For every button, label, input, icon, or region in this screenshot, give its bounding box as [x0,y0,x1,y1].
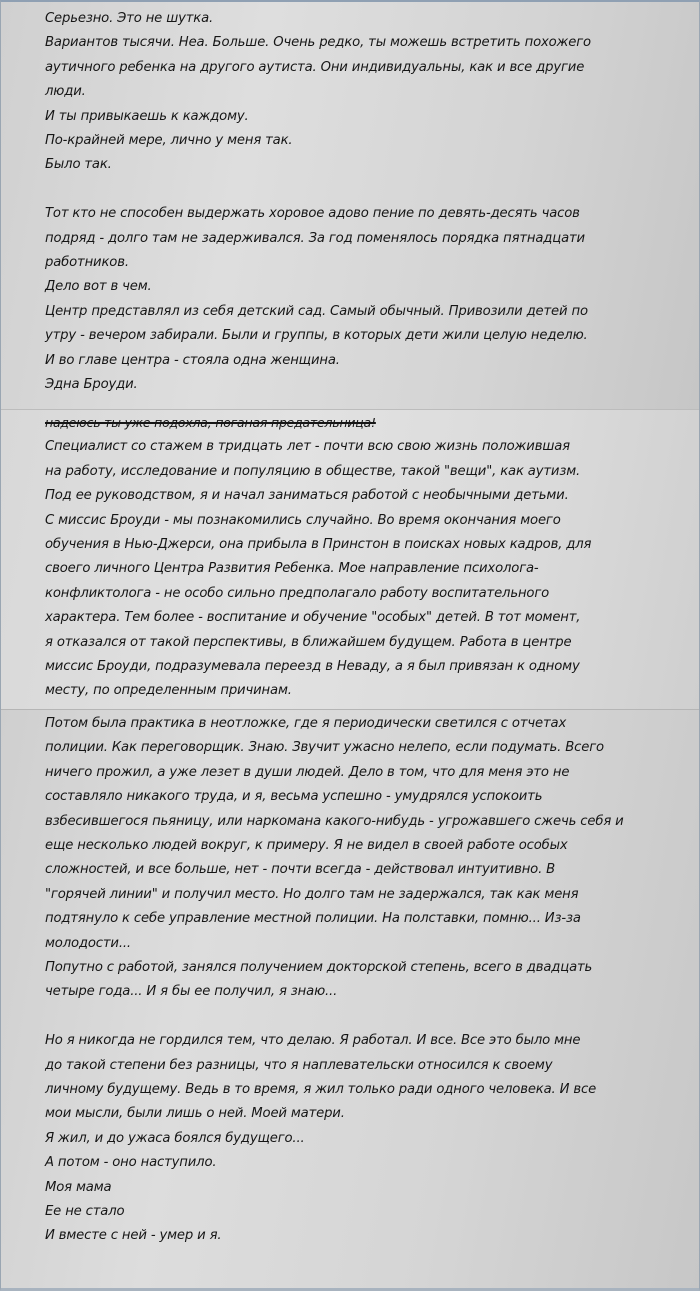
text-line: своего личного Центра Развития Ребенка. Мое направление психолога- [45,561,539,577]
text-line: составляло никакого труда, и я, весьма успешно - умудрялся успокоить [45,789,543,805]
text-line: ничего прожил, а уже лезет в души людей. Дело в том, что для меня это не [45,764,570,780]
text-line: Серьезно. Это не шутка. [45,11,214,26]
text-line: Моя мама [45,1179,112,1195]
text-line: Специалист со стажем в тридцать лет - почти всю свою жизнь положившая [45,439,570,455]
text-line: И во главе центра - стояла одна женщина. [45,352,340,368]
text-line: "горячей линии" и получил место. Но долго там не задержался, так как меня [45,886,579,902]
text-line: И вместе с ней - умер и я. [45,1228,222,1244]
text-line: Центр представлял из себя детский сад. Самый обычный. Привозили детей по [45,303,588,319]
text-line: мои мысли, были лишь о ней. Моей матери. [45,1106,345,1122]
text-line: Попутно с работой, занялся получением докторской степень, всего в двадцать [45,960,593,975]
text-line: я отказался от такой перспективы, в ближайшем будущем. Работа в центре [45,634,572,650]
text-line: до такой степени без разницы, что я наплевательски относился к своему [45,1057,553,1073]
text-line: сложностей, и все больше, нет - почти всегда - действовал интуитивно. В [45,862,556,878]
text-line: четыре года... И я бы ее получил, я знаю... [45,984,338,1000]
text-line: взбесившегося пьяницу, или наркомана какого-нибудь - угрожавшего сжечь себя и [45,813,624,829]
text-line: Но я никогда не гордился тем, что делаю. Я работал. И все. Все это было мне [45,1033,581,1049]
text-line: С миссис Броуди - мы познакомились случайно. Во время окончания моего [45,512,561,528]
text-line: подтянуло к себе управление местной полиции. На полставки, помню... Из-за [45,911,581,927]
text-line: Было так. [45,157,112,173]
text-line: Тот кто не способен выдержать хоровое адово пение по девять-десять часов [45,206,580,222]
text-line: еще несколько людей вокруг, к примеру. Я не видел в своей работе особых [45,838,568,853]
text-line: месту, по определенным причинам. [45,683,292,699]
text-line: утру - вечером забирали. Были и группы, в которых дети жили целую неделю. [45,328,588,344]
text-line: Под ее руководством, я и начал заниматься работой с необычными детьми. [45,488,569,504]
text-line: Дело вот в чем. [45,279,152,295]
text-section-2 [1,409,699,709]
text-line: полиции. Как переговорщик. Знаю. Звучит ужасно нелепо, если подумать. Всего [45,740,604,756]
text-line: Вариантов тысячи. Неа. Больше. Очень редко, ты можешь встретить похожего [45,35,591,51]
text-line: По-крайней мере, лично у меня так. [45,133,293,148]
text-line: Ее не стало [45,1204,125,1219]
text-line: И ты привыкаешь к каждому. [45,108,249,124]
text-line: люди. [45,84,86,100]
text-line: конфликтолога - не особо сильно предполагало работу воспитательного [45,585,550,601]
text-line: Я жил, и до ужаса боялся будущего... [45,1130,305,1146]
text-line: личному будущему. Ведь в то время, я жил только ради одного человека. И все [45,1082,597,1097]
text-line: А потом - оно наступило. [45,1155,217,1171]
text-section-1 [1,2,699,409]
text-line: молодости... [45,935,131,951]
text-line: Потом была практика в неотложке, где я периодически светился с отчетах [45,716,567,731]
text-line: характера. Тем более - воспитание и обучение "особых" детей. В тот момент, [45,610,581,626]
text-line: Эдна Броуди. [45,377,138,392]
text-line: миссис Броуди, подразумевала переезд в Неваду, а я был привязан к одному [45,659,580,674]
text-line: подряд - долго там не задерживался. За год поменялось порядка пятнадцати [45,230,585,246]
text-line: обучения в Нью-Джерси, она прибыла в Принстон в поисках новых кадров, для [45,537,592,552]
text-line: на работу, исследование и популяцию в обществе, такой "вещи", как аутизм. [45,463,581,479]
strikethrough-line: надеюсь ты уже подохла, поганая предательница! [45,415,376,430]
text-section-3 [1,709,699,1291]
text-line: аутичного ребенка на другого аутиста. Они индивидуальны, как и все другие [45,59,585,75]
text-line: работников. [45,255,129,270]
